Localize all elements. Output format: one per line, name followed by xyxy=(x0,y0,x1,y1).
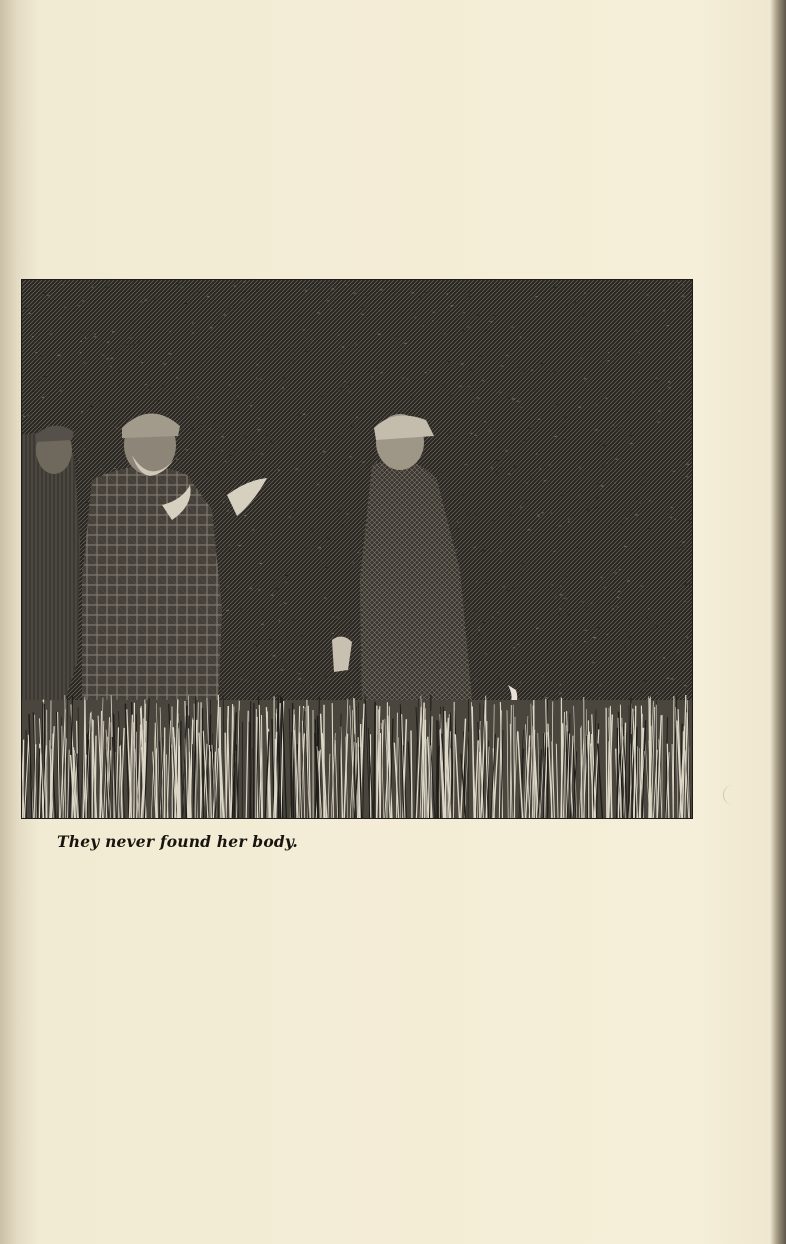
grass-field xyxy=(22,695,692,818)
left-figure xyxy=(22,426,80,710)
illustration-caption: They never found her body. xyxy=(57,832,298,851)
engraving-illustration xyxy=(22,280,692,818)
illustration-drawing xyxy=(22,280,692,818)
bleed-through-text-top xyxy=(40,118,680,268)
page-edge-mark xyxy=(723,785,734,805)
bleed-through-text-bottom xyxy=(40,826,680,1186)
